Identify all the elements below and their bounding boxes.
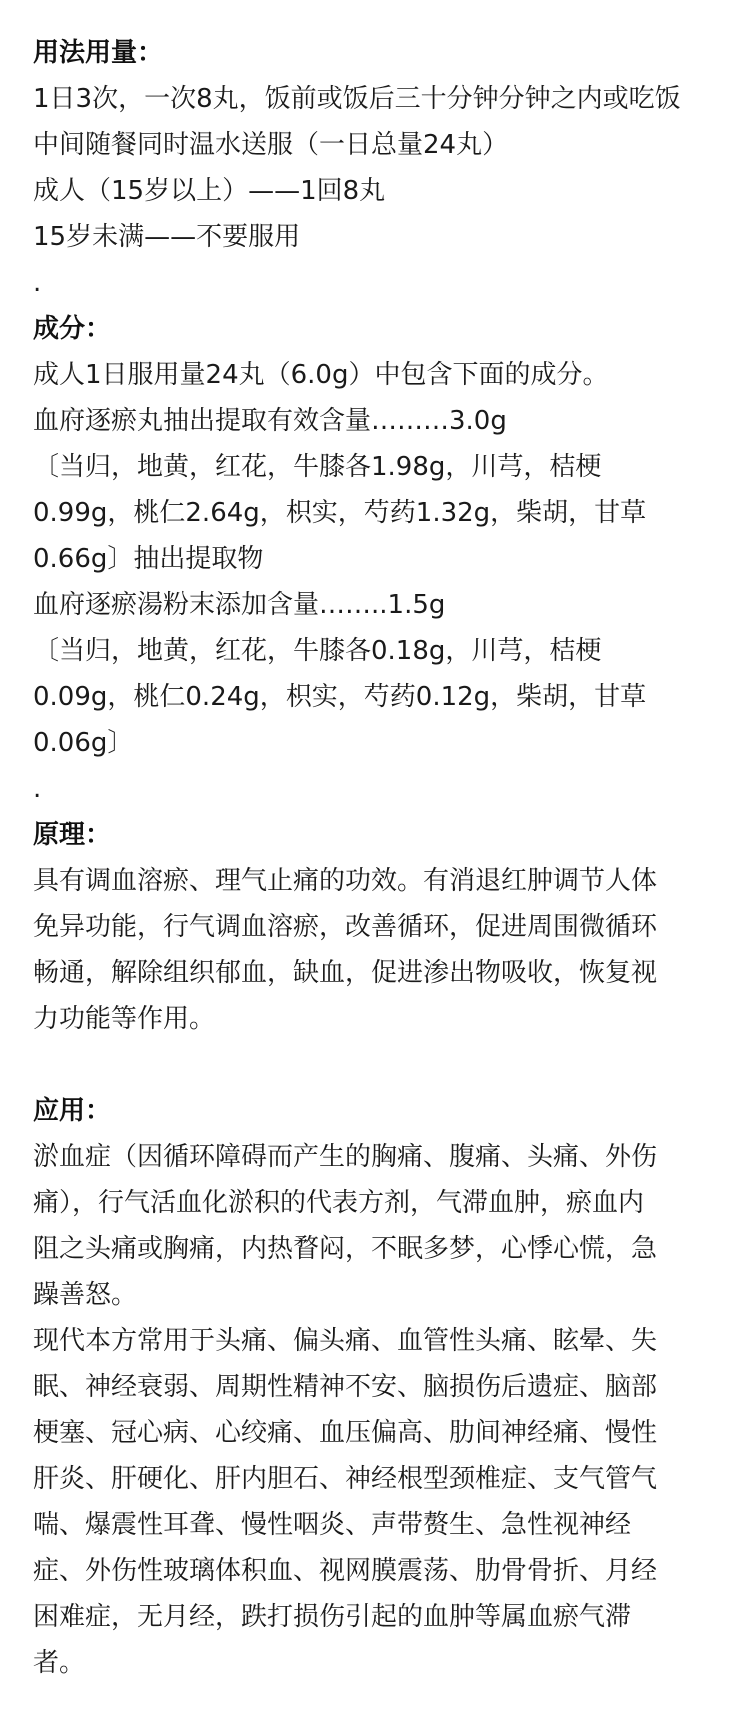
ingredients-line-7: 〔当归，地黄，红花，牛膝各0.18g，川芎，桔梗: [33, 636, 602, 666]
application-line-1: 淤血症（因循环障碍而产生的胸痛、腹痛、头痛、外伤: [33, 1142, 658, 1172]
ingredients-line-1: 成人1日服用量24丸（6.0g）中包含下面的成分。: [33, 360, 609, 390]
ingredients-line-2: 血府逐瘀丸抽出提取有效含量………3.0g: [33, 406, 507, 436]
application-line-9: 喘、爆震性耳聋、慢性咽炎、声带赘生、急性视神经: [33, 1510, 632, 1540]
principle-line-4: 力功能等作用。: [33, 1004, 216, 1034]
ingredients-line-6: 血府逐瘀湯粉末添加含量……..1.5g: [33, 590, 446, 620]
application-line-2: 痛），行气活血化淤积的代表方剂，气滞血肿，瘀血内: [33, 1188, 645, 1218]
application-heading: 应用：: [33, 1096, 112, 1126]
usage-line-2: 中间随餐同时温水送服（一日总量24丸）: [33, 130, 509, 160]
application-line-11: 困难症，无月经，跌打损伤引起的血肿等属血瘀气滞: [33, 1602, 632, 1632]
ingredients-separator: .: [33, 774, 42, 804]
ingredients-heading: 成分：: [33, 314, 112, 344]
usage-line-1: 1日3次，一次8丸，饭前或饭后三十分钟分钟之内或吃饭: [33, 84, 681, 114]
application-line-4: 躁善怒。: [33, 1280, 138, 1310]
application-line-7: 梗塞、冠心病、心绞痛、血压偏高、肋间神经痛、慢性: [33, 1418, 658, 1448]
application-line-8: 肝炎、肝硬化、肝内胆石、神经根型颈椎症、支气管气: [33, 1464, 658, 1494]
principle-heading: 原理：: [33, 820, 112, 850]
section-spacer: [33, 1042, 730, 1088]
principle-line-1: 具有调血溶瘀、理气止痛的功效。有消退红肿调节人体: [33, 866, 658, 896]
principle-line-3: 畅通，解除组织郁血，缺血，促进渗出物吸收，恢复视: [33, 958, 658, 988]
application-line-6: 眠、神经衰弱、周期性精神不安、脑损伤后遗症、脑部: [33, 1372, 658, 1402]
usage-line-4: 15岁未满——不要服用: [33, 222, 301, 252]
ingredients-line-5: 0.66g〕抽出提取物: [33, 544, 264, 574]
usage-heading: 用法用量：: [33, 38, 164, 68]
ingredients-line-9: 0.06g〕: [33, 728, 134, 758]
ingredients-line-8: 0.09g，桃仁0.24g，枳实，芍药0.12g，柴胡，甘草: [33, 682, 647, 712]
application-line-10: 症、外伤性玻璃体积血、视网膜震荡、肋骨骨折、月经: [33, 1556, 658, 1586]
usage-line-3: 成人（15岁以上）——1回8丸: [33, 176, 386, 206]
principle-line-2: 免异功能，行气调血溶瘀，改善循环，促进周围微循环: [33, 912, 658, 942]
application-line-3: 阻之头痛或胸痛，内热瞀闷，不眠多梦，心悸心慌，急: [33, 1234, 658, 1264]
application-line-12: 者。: [33, 1648, 86, 1678]
ingredients-line-4: 0.99g，桃仁2.64g，枳实，芍药1.32g，柴胡，甘草: [33, 498, 647, 528]
ingredients-line-3: 〔当归，地黄，红花，牛膝各1.98g，川芎，桔梗: [33, 452, 602, 482]
application-line-5: 现代本方常用于头痛、偏头痛、血管性头痛、眩晕、失: [33, 1326, 658, 1356]
usage-separator: .: [33, 268, 42, 298]
